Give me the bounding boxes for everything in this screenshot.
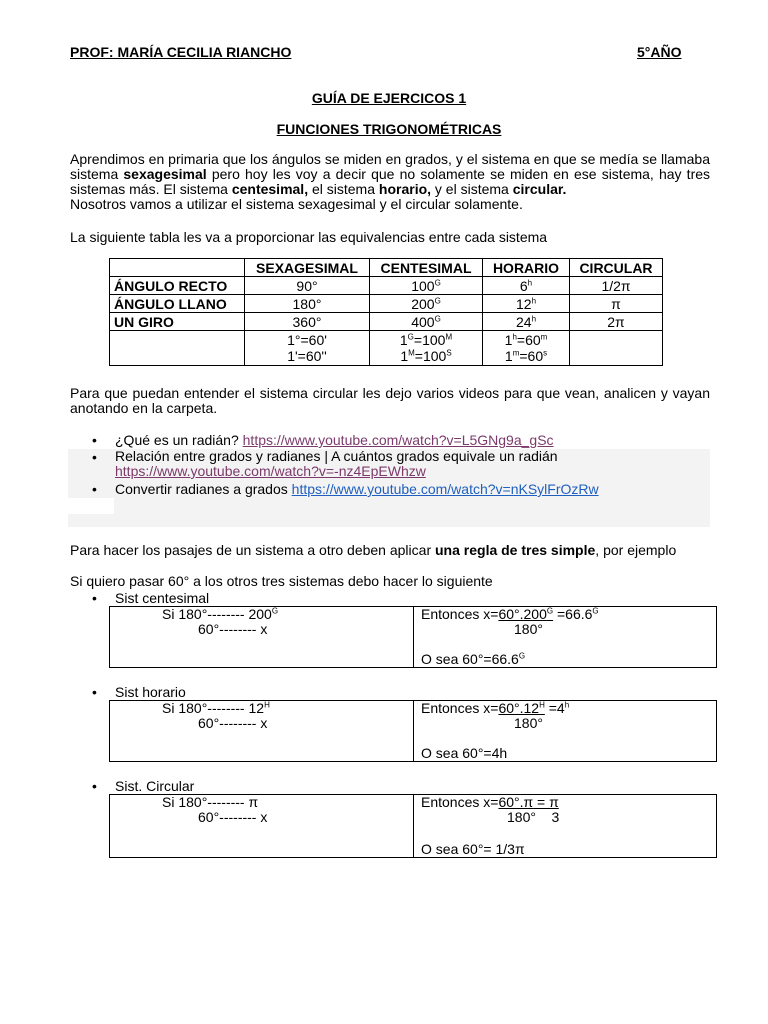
col-sexagesimal: SEXAGESIMAL — [245, 259, 370, 277]
video-item: Convertir radianes a grados https://www.youtube.com/watch?v=nKSylFrOzRw — [115, 481, 599, 497]
bullet-icon: • — [92, 684, 97, 700]
page-subtitle: FUNCIONES TRIGONOMÉTRICAS — [276, 121, 502, 137]
grade-label: 5°AÑO — [637, 44, 682, 60]
example-box-circular: Si 180°-------- π 60°-------- x Entonces x=60°.π = π 180° 3 O sea 60°= 1/3π — [109, 794, 717, 858]
example-label: Sist centesimal — [115, 590, 210, 606]
video-item: ¿Qué es un radián? https://www.youtube.com/watch?v=L5GNg9a_gSc — [115, 432, 554, 448]
video-item: Relación entre grados y radianes | A cuántos grados equivale un radián https://www.youtube.com/watch?v=-nz4EpEWhzw — [115, 448, 558, 479]
bullet-icon: • — [92, 590, 97, 606]
bullet-icon: • — [92, 432, 97, 448]
table-units-row: 1°=60' 1'=60'' $1^G=100^M$ $1^M=100^S$ $1^h=60^m$ $1^m=60^s$ — [110, 331, 663, 366]
table-row: ÁNGULO RECTO 90° $100^G$ 6$^h$ 1/2π — [110, 277, 663, 295]
video-link[interactable]: https://www.youtube.com/watch?v=L5GNg9a_gSc — [242, 432, 554, 448]
teacher-name: PROF: MARÍA CECILIA RIANCHO — [70, 44, 292, 60]
rule-text: Para hacer los pasajes de un sistema a otro deben aplicar una regla de tres simple, por ejemplo — [70, 542, 677, 558]
col-centesimal: CENTESIMAL — [370, 259, 483, 277]
col-horario: HORARIO — [483, 259, 570, 277]
video-link[interactable]: https://www.youtube.com/watch?v=nKSylFrOzRw — [291, 481, 599, 497]
table-row: UN GIRO 360° $400^G$ 24$^h$ 2π — [110, 313, 663, 331]
bullet-icon: • — [92, 449, 97, 465]
example-intro: Si quiero pasar 60° a los otros tres sistemas debo hacer lo siguiente — [70, 573, 493, 589]
col-circular: CIRCULAR — [570, 259, 663, 277]
page-title: GUÍA DE EJERCICOS 1 — [311, 90, 467, 106]
equivalence-table — [109, 258, 663, 366]
example-box-centesimal: Si 180°-------- $200^G$ 60°-------- x Entonces $x=60^\circ.200^G =66.6^G$ 180° O sea $60^\circ=66.6^G$ — [109, 606, 717, 668]
bullet-icon: • — [92, 481, 97, 497]
table-header-row — [110, 259, 663, 277]
example-label: Sist. Circular — [115, 778, 195, 794]
table-row: ÁNGULO LLANO 180° $200^G$ 12$^h$ π — [110, 295, 663, 313]
table-intro: La siguiente tabla les va a proporcionar las equivalencias entre cada sistema — [70, 229, 548, 245]
intro-paragraph: Aprendimos en primaria que los ángulos se miden en grados, y el sistema en que se medía se llamaba sistema sexagesimal pero hoy les voy a decir que no solamente se miden en ese sistema, hay tres sistemas más. El sistema centesimal, el sistema horario, y el sistema circular. Nosotros vamos a utilizar el sistema sexagesimal y el circular solamente. — [70, 151, 711, 212]
bullet-icon: • — [92, 778, 97, 794]
videos-intro: Para que puedan entender el sistema circular les dejo varios videos para que vean, analicen y vayan anotando en la carpeta. — [70, 385, 710, 416]
example-label: Sist horario — [115, 684, 186, 700]
example-box-horario: Si 180°-------- $12^H$ 60°-------- x Entonces $x=60^\circ.12^H =4^h$ 180° O sea 60°=4h — [109, 700, 717, 762]
video-link[interactable]: https://www.youtube.com/watch?v=-nz4EpEWhzw — [115, 463, 426, 479]
